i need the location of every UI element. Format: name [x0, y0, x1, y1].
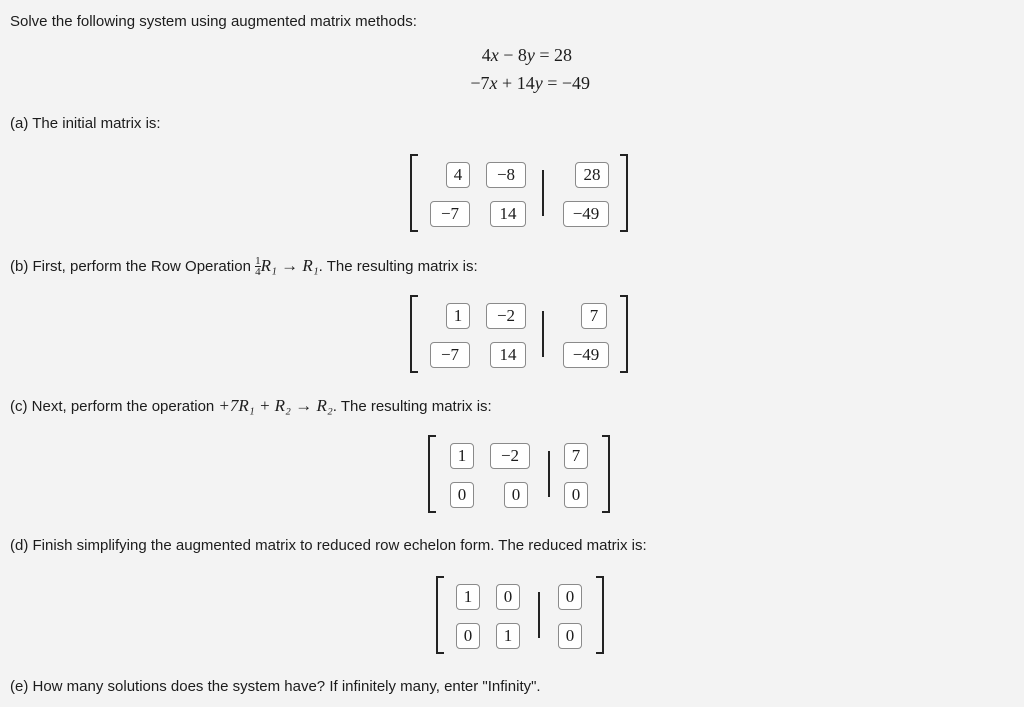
matrix-d	[436, 576, 604, 654]
eq1-rhs: = 28	[539, 45, 572, 65]
right-bracket	[620, 295, 628, 373]
augment-divider	[542, 170, 544, 216]
matrix-b-cell-r2c2[interactable]: 14	[490, 342, 526, 368]
matrix-d-cell-r1c2[interactable]: 0	[496, 584, 520, 610]
part-c-operation: +7R₁ + R₂ → R₂	[218, 396, 333, 415]
part-b-label	[10, 256, 478, 277]
matrix-c-cell-r2c1[interactable]: 0	[450, 482, 474, 508]
matrix-b-cell-r1c1[interactable]: 1	[446, 303, 470, 329]
eq1-coef-y: 8	[517, 45, 527, 65]
matrix-d-cell-r2c1[interactable]: 0	[456, 623, 480, 649]
eq1-operator: −	[503, 45, 514, 65]
matrix-b-cell-r2c1[interactable]: −7	[430, 342, 470, 368]
matrix-c-cell-r1c3[interactable]: 7	[564, 443, 588, 469]
augment-divider	[538, 592, 540, 638]
matrix-d-cell-r2c2[interactable]: 1	[496, 623, 520, 649]
matrix-d-cell-r1c3[interactable]: 0	[558, 584, 582, 610]
equation-1	[482, 45, 572, 66]
matrix-c-cell-r2c2[interactable]: 0	[504, 482, 528, 508]
part-b-operation: R₁ → R₁	[260, 256, 319, 275]
problem-prompt: Solve the following system using augmented matrix methods:	[10, 13, 417, 30]
matrix-a-cell-r2c3[interactable]: −49	[563, 201, 609, 227]
part-c-label	[10, 396, 492, 416]
eq2-var-x: x	[489, 73, 498, 93]
fraction-numerator: 1	[255, 255, 261, 268]
eq2-var-y: y	[534, 73, 543, 93]
left-bracket	[428, 435, 436, 513]
eq2-rhs: = −49	[547, 73, 590, 93]
right-bracket	[596, 576, 604, 654]
augment-divider	[548, 451, 550, 497]
left-bracket	[410, 154, 418, 232]
fraction-denominator: 4	[255, 266, 261, 279]
matrix-c	[428, 435, 610, 513]
part-c-label-post: . The resulting matrix is:	[332, 398, 492, 415]
matrix-b-cell-r1c3[interactable]: 7	[581, 303, 607, 329]
part-d-label: (d) Finish simplifying the augmented matrix to reduced row echelon form. The reduced matrix is:	[10, 537, 647, 554]
eq2-operator: +	[502, 73, 513, 93]
matrix-d-cell-r1c1[interactable]: 1	[456, 584, 480, 610]
matrix-a-cell-r2c1[interactable]: −7	[430, 201, 470, 227]
matrix-b	[410, 295, 628, 373]
matrix-b-cell-r2c3[interactable]: −49	[563, 342, 609, 368]
matrix-a-cell-r2c2[interactable]: 14	[490, 201, 526, 227]
matrix-c-cell-r1c2[interactable]: −2	[490, 443, 530, 469]
part-b-label-pre: (b) First, perform the Row Operation	[10, 258, 256, 275]
matrix-a	[410, 154, 628, 232]
eq2-coef-y: 14	[516, 73, 535, 93]
eq1-var-x: x	[490, 45, 499, 65]
eq2-coef-x: −7	[470, 73, 490, 93]
part-b-label-post: . The resulting matrix is:	[318, 258, 478, 275]
matrix-a-cell-r1c1[interactable]: 4	[446, 162, 470, 188]
part-a-label: (a) The initial matrix is:	[10, 115, 161, 132]
eq1-var-y: y	[526, 45, 535, 65]
augment-divider	[542, 311, 544, 357]
matrix-d-cell-r2c3[interactable]: 0	[558, 623, 582, 649]
part-e-label: (e) How many solutions does the system have? If infinitely many, enter "Infinity".	[10, 678, 541, 695]
right-bracket	[602, 435, 610, 513]
matrix-c-cell-r1c1[interactable]: 1	[450, 443, 474, 469]
left-bracket	[410, 295, 418, 373]
eq1-coef-x: 4	[481, 45, 491, 65]
matrix-a-cell-r1c2[interactable]: −8	[486, 162, 526, 188]
part-c-label-pre: (c) Next, perform the operation	[10, 398, 219, 415]
matrix-c-cell-r2c3[interactable]: 0	[564, 482, 588, 508]
equation-2	[470, 73, 590, 94]
right-bracket	[620, 154, 628, 232]
matrix-b-cell-r1c2[interactable]: −2	[486, 303, 526, 329]
left-bracket	[436, 576, 444, 654]
matrix-a-cell-r1c3[interactable]: 28	[575, 162, 609, 188]
